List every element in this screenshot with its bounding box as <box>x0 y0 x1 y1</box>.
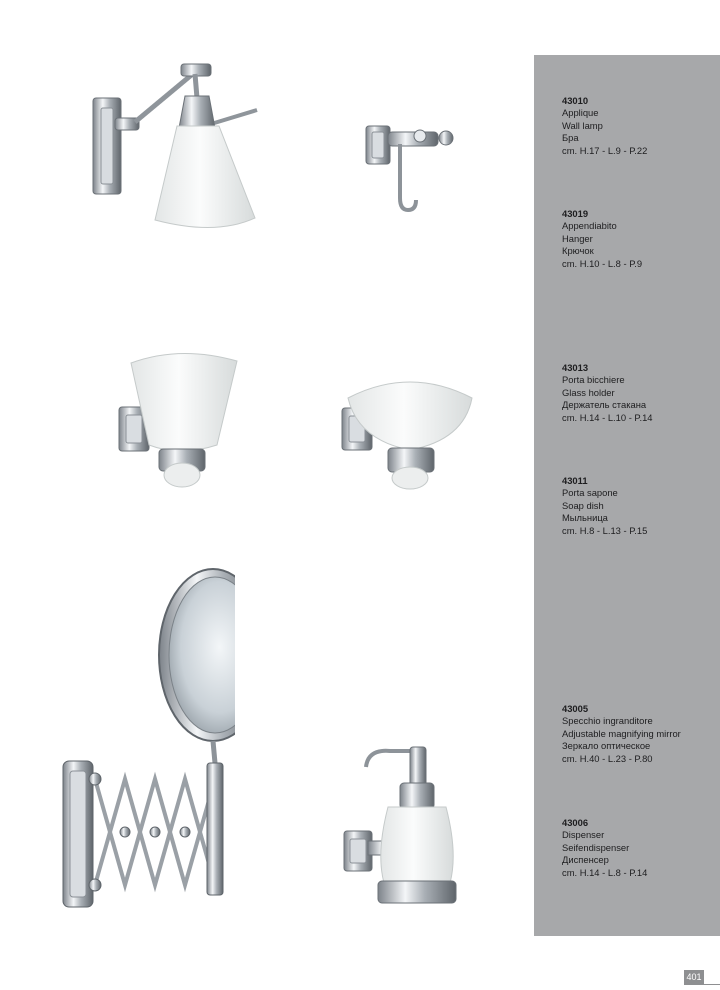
product-entry-dispenser <box>562 817 720 879</box>
product-dimensions: cm. H.40 - L.23 - P.80 <box>562 752 653 764</box>
product-name-it: Porta sapone <box>562 487 618 499</box>
product-name-ru: Зеркало оптическое <box>562 740 651 752</box>
product-entry-soap-dish <box>562 475 720 537</box>
product-entry-mirror <box>562 703 720 765</box>
product-code: 43010 <box>562 95 589 106</box>
product-name-ru: Бра <box>562 132 579 144</box>
product-name-ru: Мыльница <box>562 512 608 524</box>
product-name-en: Hanger <box>562 232 593 244</box>
product-name-ru: Крючок <box>562 245 594 257</box>
product-name-it: Applique <box>562 107 599 119</box>
product-dimensions: cm. H.17 - L.9 - P.22 <box>562 144 648 156</box>
product-name-it: Appendiabito <box>562 220 617 232</box>
product-name-en: Seifendispenser <box>562 841 630 853</box>
wall-lamp-image <box>85 58 265 238</box>
product-dimensions: cm. H.14 - L.8 - P.14 <box>562 866 648 878</box>
soap-dish-image <box>338 370 478 495</box>
product-name-it: Porta bicchiere <box>562 374 625 386</box>
product-code: 43019 <box>562 208 589 219</box>
product-entry-hanger <box>562 208 720 270</box>
product-code: 43006 <box>562 817 589 828</box>
page-number: 401 <box>684 970 704 985</box>
product-dimensions: cm. H.8 - L.13 - P.15 <box>562 524 648 536</box>
product-name-en: Glass holder <box>562 386 615 398</box>
product-dimensions: cm. H.10 - L.8 - P.9 <box>562 257 643 269</box>
product-name-it: Specchio ingranditore <box>562 715 653 727</box>
product-name-ru: Держатель стакана <box>562 399 647 411</box>
product-name-en: Wall lamp <box>562 119 603 131</box>
hanger-image <box>362 118 462 218</box>
magnifying-mirror-image <box>55 565 235 915</box>
product-name-en: Adjustable magnifying mirror <box>562 727 681 739</box>
product-code: 43013 <box>562 362 589 373</box>
product-name-ru: Диспенсер <box>562 854 609 866</box>
product-entry-glass-holder <box>562 362 720 424</box>
product-name-it: Dispenser <box>562 829 605 841</box>
product-dimensions: cm. H.14 - L.10 - P.14 <box>562 411 653 423</box>
page-number-rule <box>704 984 720 985</box>
product-code: 43005 <box>562 703 589 714</box>
product-name-en: Soap dish <box>562 499 604 511</box>
dispenser-image <box>340 743 460 913</box>
product-code: 43011 <box>562 475 588 486</box>
glass-holder-image <box>115 345 245 495</box>
product-entry-wall-lamp <box>562 95 720 157</box>
